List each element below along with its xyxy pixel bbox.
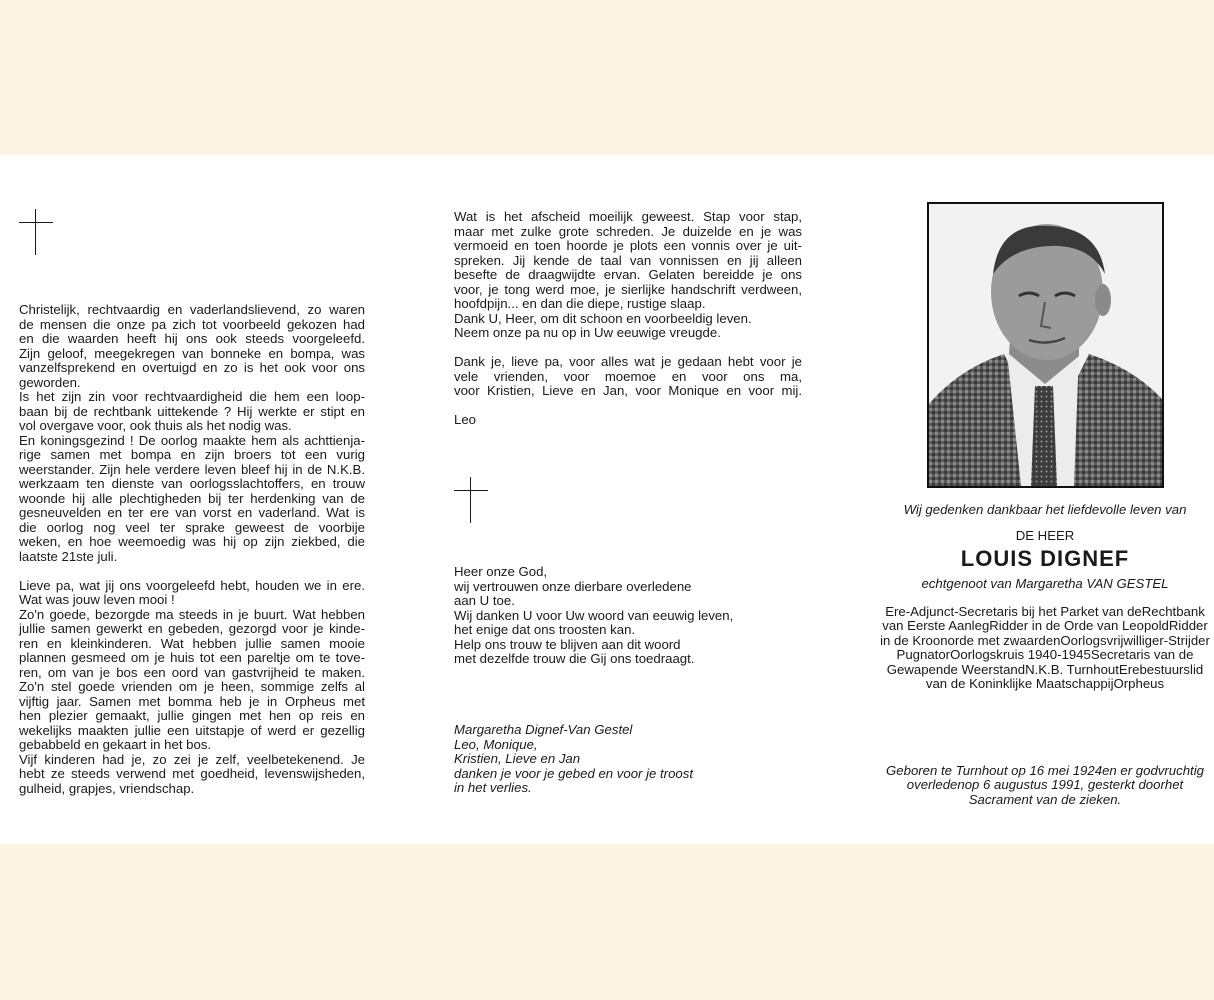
middle-paragraph-1 [454, 210, 802, 341]
text-line: Lieve pa, wat jij ons voorgeleefd hebt, houden we in ere. [19, 577, 365, 593]
text-line: vele vrienden, voor moemoe en voor ons ma, [454, 368, 802, 384]
text-line: vol overgave voor, ook thuis als het nodig was. [19, 418, 292, 433]
left-paragraph-1 [19, 303, 365, 564]
left-column [19, 303, 365, 796]
date-line: het Sacrament van de zieken. [968, 777, 1184, 807]
text-line: Dank je, lieve pa, voor alles wat je gedaan hebt voor je [454, 354, 802, 369]
spouse-line: echtgenoot van Margaretha VAN GESTEL [921, 576, 1169, 591]
text-line: gebabbeld en gekaart in het bos. [19, 737, 212, 752]
function-line: Ridder in de Orde van Leopold [989, 618, 1169, 634]
text-line: wekelijks maakten jullie een uitstapje of werd er gezellig [19, 722, 365, 738]
text-line: Wat was jouw leven mooi ! [19, 592, 175, 607]
prayer-line: wij vertrouwen onze dierbare overledene [454, 578, 692, 594]
text-line: plannen gesmeed om je huis tot een pareltje om te tove- [19, 650, 365, 665]
text-line: ren, om van je bos een oord van gastvrijheid te maken. [19, 664, 365, 680]
family-line: Kristien, Lieve en Jan [454, 751, 581, 766]
function-line: Secretaris van de Gewapende Weerstand [886, 647, 1194, 677]
text-line: Neem onze pa nu op in Uw eeuwige vreugde. [454, 325, 721, 340]
text-line: ren en kleinkinderen. Wat hebben jullie samen mooie [19, 635, 365, 651]
text-line: geworden. [19, 374, 81, 390]
text-line: laatste 21ste juli. [19, 548, 118, 564]
text-line: Is het zijn zin voor rechtvaardigheid die hem een loop- [19, 389, 365, 404]
text-line: werkzaam ten dienste van oorlogsslachtoffers, en trouw [19, 476, 365, 491]
text-line: Vijf kinderen had je, zo zei je zelf, veelbetekenend. Je [19, 751, 365, 767]
family-line: Margaretha Dignef-Van Gestel [454, 722, 633, 737]
text-line: weken, en hoe weemoedig was hij op zijn ziekbed, die [19, 534, 365, 549]
function-line: Rechtbank van Eerste Aanleg [882, 604, 1205, 634]
portrait-photo [927, 202, 1164, 488]
text-line: maar met zulke grote schreden. Je duizelde en je was [454, 223, 802, 239]
text-line: die oorlog nog veel ter sprake geweest de voorbije [19, 519, 365, 535]
middle-paragraph-2 [454, 355, 802, 399]
text-line: voor, je tong werd moe, je sierlijke handschrift verdween, [454, 281, 802, 297]
prayer [454, 565, 802, 667]
function-line: Erebestuurslid van de Koninklijke Maatschappij [925, 661, 1204, 692]
text-line: Zo'n stel goede vrienden om je heen, sommige zelfs al [19, 679, 365, 694]
text-line: woonde hij alle plechtigheden bij ter herdenking van de [19, 490, 365, 506]
prayer-line: aan U toe. [454, 593, 515, 608]
text-line: besefte de draagwijdte ervan. Gelaten bereidde je ons [454, 267, 802, 282]
left-paragraph-2 [19, 579, 365, 797]
prayer-line: Help ons trouw te blijven aan dit woord [454, 636, 681, 652]
date-line: Geboren te Turnhout op 16 mei 1924 [886, 763, 1103, 778]
dates-block [880, 764, 1210, 807]
deceased-name: LOUIS DIGNEF [960, 546, 1130, 571]
text-line: voor Kristien, Lieve en Jan, voor Monique en voor mij. [454, 383, 802, 398]
text-line: rige samen met bompa en zijn broers tot een vurig [19, 447, 365, 462]
text-line: hen plezier gemaakt, jullie gingen met hen op reis en [19, 708, 365, 723]
function-line: Orpheus [1113, 676, 1165, 692]
middle-column [454, 210, 802, 428]
prayer-line: Heer onze God, [454, 564, 548, 579]
text-line: gulheid, grapjes, vriendschap. [19, 780, 195, 796]
date-line: op 6 augustus 1991, gesterkt door [964, 777, 1165, 793]
cross-icon [454, 477, 488, 523]
prayer-line: Wij danken U voor Uw woord van eeuwig leven, [454, 607, 734, 623]
text-line: Dank U, Heer, om dit schoon en voorbeeldig leven. [454, 310, 752, 326]
text-line: Wat is het afscheid moeilijk geweest. Stap voor stap, [454, 209, 802, 224]
intro-line: Wij gedenken dankbaar het liefdevolle leven van [903, 502, 1187, 517]
prayer-line: met dezelfde trouw die Gij ons toedraagt. [454, 651, 695, 666]
function-line: N.K.B. Turnhout [1025, 661, 1119, 677]
text-line: Zijn geloof, meegekregen van bonneke en bompa, was [19, 345, 365, 361]
family-names [454, 723, 802, 796]
text-line: gesneuvelden en ter ere van vorst en vaderland. Wat is [19, 505, 365, 520]
family-line: Leo, Monique, [454, 736, 538, 752]
family-line: in het verlies. [454, 780, 532, 795]
functions-list [880, 605, 1210, 691]
text-line: de mensen die onze pa zich tot voorbeeld gekozen had [19, 316, 365, 332]
text-line: Christelijk, rechtvaardig en vaderlandslievend, zo waren [19, 302, 365, 317]
text-line: Zo'n goede, bezorgde ma steeds in je buurt. Wat hebben [19, 606, 365, 622]
text-line: hebt ze steeds verwend met goedheid, levenswijsheden, [19, 766, 365, 781]
text-line: vanzelfsprekend en overtuigd en zo is het ook voor ons [19, 360, 365, 375]
function-line: Ridder in de Kroonorde met zwaarden [880, 618, 1208, 648]
date-line: en er godvruchtig overleden [906, 763, 1204, 793]
cross-icon [19, 209, 53, 255]
function-line: Ere-Adjunct-Secretaris bij het Parket van de [885, 604, 1142, 619]
prayer-line: het enige dat ons troosten kan. [454, 622, 636, 637]
text-line: jullie samen gewerkt en gebeden, gezorgd voor je kinde- [19, 621, 365, 636]
title-de-heer: DE HEER [1015, 528, 1075, 543]
text-line: weerstander. Zijn hele verdere leven bleef hij in de N.K.B. [19, 461, 365, 477]
text-line: En koningsgezind ! De oorlog maakte hem als achttienja- [19, 432, 365, 448]
text-line: baan bij de rechtbank uittekende ? Hij werkte er stipt en [19, 403, 365, 419]
portrait-image [929, 204, 1162, 486]
function-line: Oorlogskruis 1940-1945 [950, 647, 1091, 663]
text-line: spreken. Jij kende de taal van vonnissen en jij alleen [454, 252, 802, 268]
text-line: vermoeid en toen hoorde je plots een vonnis over je uit- [454, 238, 802, 253]
family-line: danken je voor je gebed en voor je troost [454, 765, 693, 781]
function-line: Oorlogsvrijwilliger-Strijder Pugnator [896, 632, 1210, 663]
signature-leo: Leo [454, 412, 477, 427]
text-line: hoofdpijn... en dan die diepe, rustige slaap. [454, 296, 706, 311]
text-line: vijftig jaar. Samen met bomma heb je in Orpheus met [19, 693, 365, 709]
text-line: en die waarden heeft hij ons ook steeds voorgeleefd. [19, 331, 365, 346]
